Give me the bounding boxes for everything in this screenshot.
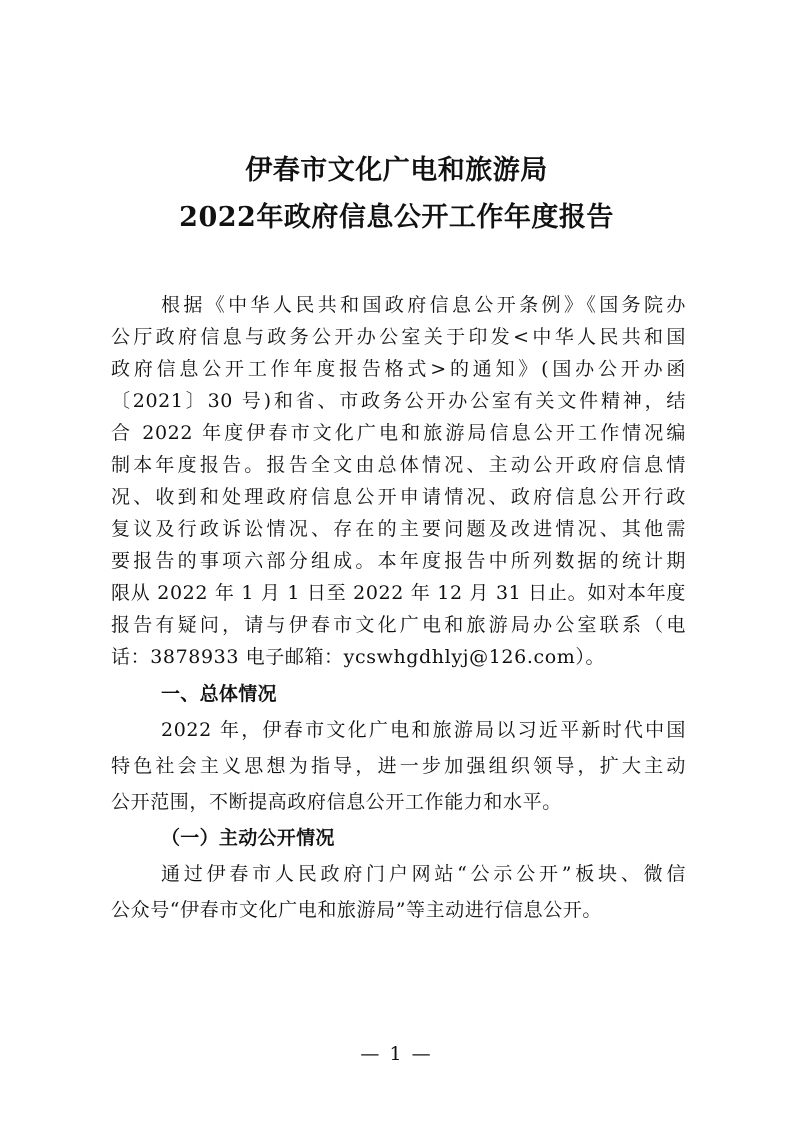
paragraph-line: 〔2021〕30 号)和省、市政务公开办公室有关文件精神，结 <box>111 390 686 412</box>
paragraph-line: 况、收到和处理政府信息公开申请情况、政府信息公开行政 <box>111 486 686 508</box>
paragraph-line: 制本年度报告。报告全文由总体情况、主动公开政府信息情 <box>111 454 686 476</box>
document-title-line2: 2022年政府信息公开工作年度报告 <box>179 202 614 233</box>
subsection-heading-active-disclosure: （一）主动公开情况 <box>161 827 335 849</box>
paragraph-line: 公开范围，不断提高政府信息公开工作能力和水平。 <box>111 791 562 813</box>
paragraph-line: 限从 2022 年 1 月 1 日至 2022 年 12 月 31 日止。如对本年度 <box>111 582 686 604</box>
paragraph-line: 根据《中华人民共和国政府信息公开条例》《国务院办 <box>161 294 686 316</box>
paragraph-line: 特色社会主义思想为指导，进一步加强组织领导，扩大主动 <box>111 755 686 777</box>
paragraph-line: 话：3878933 电子邮箱：ycswhgdhlyj@126.com）。 <box>111 646 606 668</box>
paragraph-line: 复议及行政诉讼情况、存在的主要问题及改进情况、其他需 <box>111 518 686 540</box>
paragraph-line: 政府信息公开工作年度报告格式>的通知》(国办公开办函 <box>111 358 686 380</box>
paragraph-line: 要报告的事项六部分组成。本年度报告中所列数据的统计期 <box>111 550 686 572</box>
section-heading-overview: 一、总体情况 <box>161 683 277 705</box>
document-title-line1: 伊春市文化广电和旅游局 <box>245 155 548 186</box>
page-number: — 1 — <box>360 1043 433 1065</box>
paragraph-line: 通过伊春市人民政府门户网站“公示公开”板块、微信 <box>161 863 686 885</box>
paragraph-line: 公众号“伊春市文化广电和旅游局”等主动进行信息公开。 <box>111 899 603 921</box>
paragraph-line: 合 2022 年度伊春市文化广电和旅游局信息公开工作情况编 <box>111 422 686 444</box>
paragraph-line: 公厅政府信息与政务公开办公室关于印发<中华人民共和国 <box>111 326 686 348</box>
paragraph-line: 报告有疑问，请与伊春市文化广电和旅游局办公室联系（电 <box>111 614 686 636</box>
paragraph-line: 2022 年，伊春市文化广电和旅游局以习近平新时代中国 <box>161 719 686 741</box>
